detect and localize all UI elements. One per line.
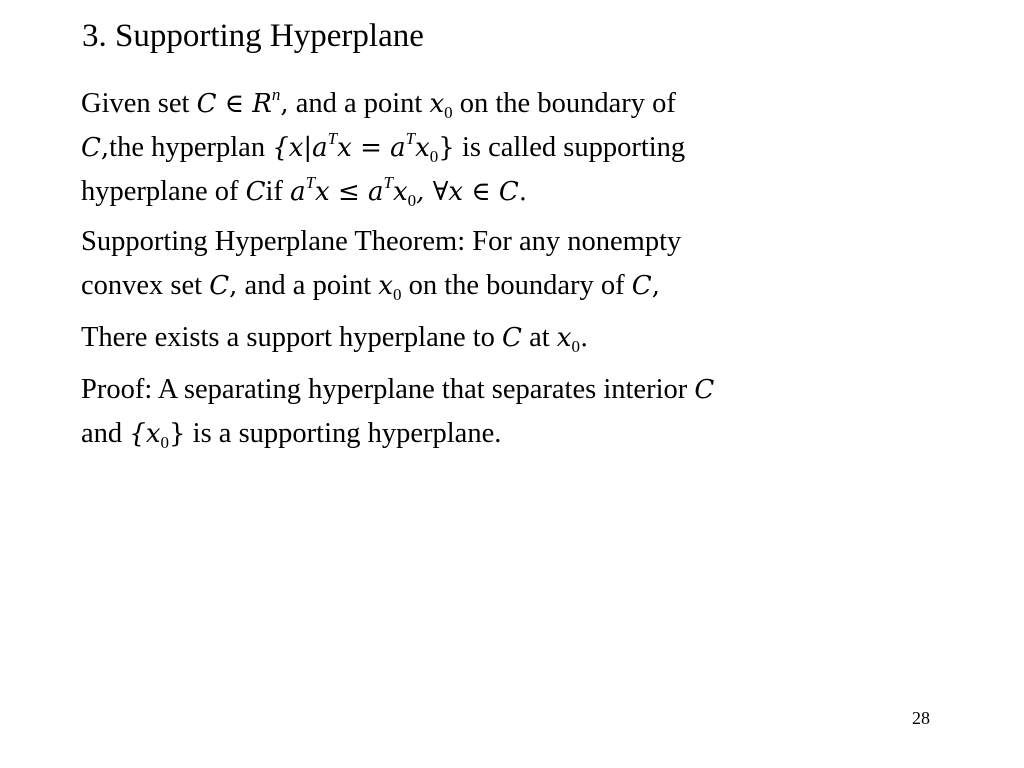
existence-text: at [521, 322, 557, 353]
definition-line-2 [81, 126, 881, 170]
proof-paragraph [81, 368, 881, 456]
math-singleton-set: {x [129, 419, 161, 449]
theorem-text: on the boundary of [401, 270, 632, 301]
math-subscript: 0 [429, 147, 439, 166]
math-superscript: T [405, 129, 416, 148]
proof-line-1 [81, 368, 881, 412]
math-superscript: T [305, 173, 316, 192]
definition-line-1 [81, 82, 881, 126]
page-number: 28 [912, 708, 930, 728]
math-subscript: 0 [407, 191, 417, 210]
math-set: C [502, 323, 522, 353]
math-superscript: T [383, 173, 393, 192]
existence-paragraph [81, 316, 881, 360]
math-point: x [415, 133, 430, 163]
definition-text: Given set [81, 88, 197, 119]
math-punctuation: . [579, 323, 589, 353]
math-equation: x = a [337, 133, 406, 163]
math-hyperplane-set: {x|a [272, 133, 328, 163]
definition-text: the hyperplan [109, 132, 273, 163]
math-set: C [245, 177, 266, 207]
theorem-line-1: Supporting Hyperplane Theorem: For any nonempty [81, 226, 682, 257]
definition-text: and a point [288, 88, 430, 119]
math-superscript: n [271, 85, 281, 104]
math-set-membership: C ∈ R [196, 89, 272, 119]
proof-line-2 [81, 412, 881, 456]
existence-text: There exists a support hyperplane to [81, 322, 503, 353]
math-brace: } [169, 419, 186, 449]
existence-line [81, 316, 881, 360]
math-set: C [81, 133, 101, 163]
math-point: x [556, 323, 572, 353]
theorem-text: convex set [81, 270, 210, 301]
definition-line-3 [81, 170, 881, 214]
definition-text: is called supporting [454, 132, 686, 163]
math-point: x [378, 271, 393, 301]
theorem-line-2 [81, 264, 881, 308]
slide-body [81, 82, 881, 456]
math-punctuation: , [280, 89, 289, 119]
math-vector: a [290, 177, 306, 207]
math-punctuation: , [651, 271, 660, 301]
proof-text: Proof: A separating hyperplane that separates interior [81, 374, 695, 405]
definition-paragraph [81, 82, 881, 214]
math-inequality: x ≤ a [315, 177, 384, 207]
math-set: C [631, 271, 652, 301]
math-set: C [209, 271, 230, 301]
proof-text: is a supporting hyperplane. [185, 418, 502, 449]
math-subscript: 0 [160, 433, 169, 452]
definition-text: on the boundary of [452, 88, 676, 119]
theorem-paragraph [81, 220, 881, 308]
definition-text: hyperplane of [81, 176, 246, 207]
math-set: C [694, 375, 715, 405]
math-subscript: 0 [444, 103, 453, 122]
math-superscript: T [327, 129, 338, 148]
math-subscript: 0 [392, 285, 402, 304]
math-subscript: 0 [571, 337, 580, 356]
math-quantifier: , ∀x ∈ C [416, 177, 519, 207]
proof-text: and [81, 418, 130, 449]
definition-text: if [265, 176, 291, 207]
math-brace: } [438, 133, 455, 163]
math-punctuation: , [100, 133, 110, 163]
math-punctuation: , [229, 271, 238, 301]
math-point: x [429, 89, 445, 119]
theorem-text: and a point [237, 270, 379, 301]
math-punctuation: . [518, 177, 527, 207]
math-point: x [393, 177, 408, 207]
slide-title: 3. Supporting Hyperplane [82, 18, 424, 54]
